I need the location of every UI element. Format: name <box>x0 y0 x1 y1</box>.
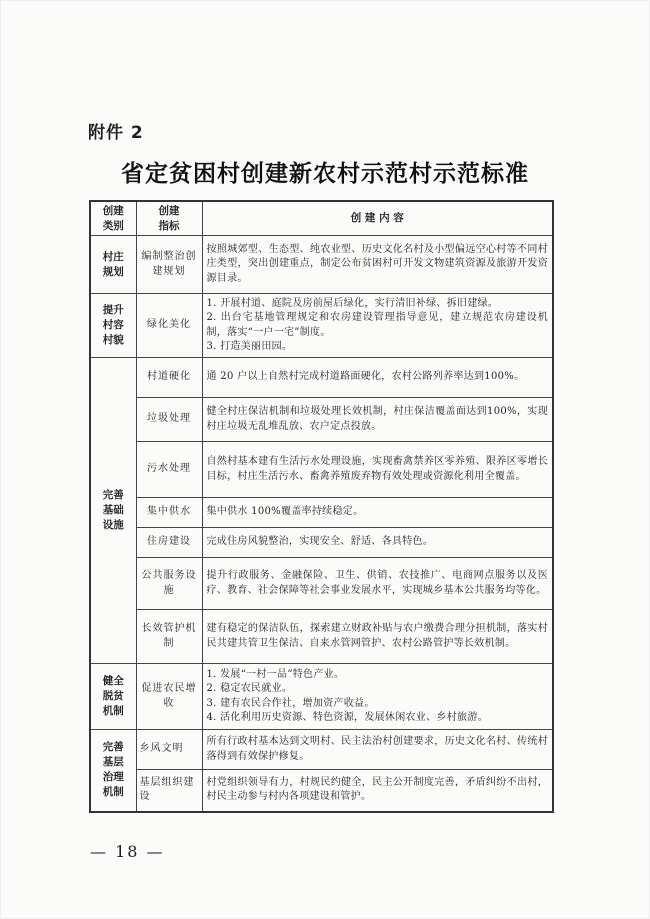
category-line: 村容 <box>102 319 124 332</box>
table-row <box>90 236 553 294</box>
standards-table <box>89 200 554 813</box>
category-line: 治理 <box>102 771 124 784</box>
content-line: 完成住房风貌整治，实现安全、舒适、各具特色。 <box>206 536 434 548</box>
table-row <box>90 398 553 442</box>
content-cell <box>202 398 553 442</box>
content-cell <box>202 358 553 398</box>
table-row <box>90 358 553 398</box>
category-line: 脱贫 <box>102 690 124 703</box>
document-title: 省定贫困村创建新农村示范村示范标准 <box>121 160 529 187</box>
indicator-cell: 住房建设 <box>136 528 202 558</box>
content-cell <box>202 610 553 664</box>
content-cell <box>202 770 553 812</box>
table-header-row <box>90 201 553 236</box>
content-line: 所有行政村基本达到文明村、民主法治村创建要求，历史文化名村、传统村落得到有效保护修复。 <box>206 736 548 762</box>
content-cell <box>202 730 553 770</box>
content-line: 集中供水 100%覆盖率持续稳定。 <box>206 506 364 518</box>
category-line: 完善 <box>102 741 124 754</box>
indicator-cell: 乡风文明 <box>136 730 202 770</box>
table-row <box>90 498 553 528</box>
attachment-label: 附件 2 <box>88 123 144 143</box>
content-cell <box>202 528 553 558</box>
content-line: 村党组织领导有力，村规民约健全，民主公开制度完善，矛盾纠纷不出村，村民主动参与村内各项建设和管护。 <box>206 776 548 803</box>
content-line: 1. 开展村道、庭院及房前屋后绿化，实行清旧补绿、拆旧建绿。 <box>206 297 499 309</box>
category-cell <box>90 236 136 294</box>
content-line: 提升行政服务、金融保险、卫生、供销、农技推广、电商网点服务以及医疗、教育、社会保障等社会事业发展水平，实现城乡基本公共服务均等化。 <box>206 570 548 596</box>
category-cell <box>90 358 136 664</box>
header-indicator-line: 创建 <box>158 205 180 217</box>
category-line: 村貌 <box>102 334 124 347</box>
content-line: 通 20 户以上自然村完成村道路面硬化，农村公路列养率达到100%。 <box>206 371 525 383</box>
indicator-cell: 污水处理 <box>136 442 202 498</box>
indicator-cell: 垃圾处理 <box>136 398 202 442</box>
content-cell <box>202 236 553 294</box>
standards-table-wrapper <box>89 200 552 813</box>
category-line: 设施 <box>102 519 124 532</box>
content-cell <box>202 664 553 730</box>
content-line: 4. 活化利用历史资源、特色资源，发展休闲农业、乡村旅游。 <box>206 712 488 724</box>
category-line: 基层 <box>102 756 124 769</box>
indicator-cell: 村道硬化 <box>136 358 202 398</box>
content-line: 建有稳定的保洁队伍，探索建立财政补贴与农户缴费合理分担机制，落实村民共建共管卫生保洁、自来水管网管护、农村公路管护等长效机制。 <box>206 623 548 649</box>
content-line: 2. 出台宅基地管理规定和农房建设管理指导意见，建立规范农房建设机制，落实“一户一宅”制度。 <box>206 312 548 338</box>
header-indicator-line: 指标 <box>158 219 180 232</box>
content-line: 自然村基本建有生活污水处理设施，实现畜禽禁养区零养殖、限养区零增长目标，村庄生活污水、畜禽养殖废弃物有效处理或资源化利用全覆盖。 <box>206 456 548 482</box>
table-row <box>90 664 553 730</box>
content-line: 按照城郊型、生态型、纯农业型、历史文化名村及小型偏远空心村等不同村庄类型，突出创建重点，制定公布贫困村可开发文物建筑资源及旅游开发资源目录。 <box>206 243 548 284</box>
content-line: 3. 建有农民合作社，增加资产收益。 <box>206 697 375 709</box>
content-cell <box>202 558 553 610</box>
table-row <box>90 558 553 610</box>
table-row <box>90 442 553 498</box>
header-category-line: 类别 <box>102 219 124 232</box>
category-cell <box>90 730 136 812</box>
category-cell <box>90 664 136 730</box>
content-cell <box>202 442 553 498</box>
indicator-cell: 编制整治创建规划 <box>136 236 202 294</box>
category-line: 村庄 <box>102 250 124 263</box>
page-number: — 18 — <box>90 842 165 861</box>
content-line: 2. 稳定农民就业。 <box>206 683 293 695</box>
content-cell <box>202 294 553 358</box>
category-cell <box>90 294 136 358</box>
content-line: 1. 发展“一村一品”特色产业。 <box>206 668 345 680</box>
category-line: 完善 <box>102 489 124 502</box>
category-line: 提升 <box>102 304 124 317</box>
indicator-cell: 促进农民增收 <box>136 664 202 730</box>
header-content: 创 建 内 容 <box>202 201 553 236</box>
category-line: 机制 <box>102 786 124 799</box>
header-indicator <box>136 201 202 236</box>
content-line: 3. 打造美丽田园。 <box>206 341 293 353</box>
content-line: 健全村庄保洁机制和垃圾处理长效机制，村庄保洁覆盖面达到100%，实现村庄垃圾无乱堆乱放、农户定点投放。 <box>206 406 548 432</box>
table-row <box>90 294 553 358</box>
table-row <box>90 770 553 812</box>
category-line: 健全 <box>102 675 124 688</box>
category-line: 基础 <box>102 504 124 517</box>
indicator-cell: 绿化美化 <box>136 294 202 358</box>
indicator-cell: 长效管护机制 <box>136 610 202 664</box>
table-row <box>90 528 553 558</box>
indicator-cell: 基层组织建设 <box>136 770 202 812</box>
indicator-cell: 公共服务设施 <box>136 558 202 610</box>
header-category-line: 创建 <box>102 205 124 217</box>
table-row <box>90 730 553 770</box>
header-category <box>90 201 136 236</box>
category-line: 规划 <box>102 265 124 278</box>
content-cell <box>202 498 553 528</box>
indicator-cell: 集中供水 <box>136 498 202 528</box>
table-row <box>90 610 553 664</box>
category-line: 机制 <box>102 705 124 718</box>
